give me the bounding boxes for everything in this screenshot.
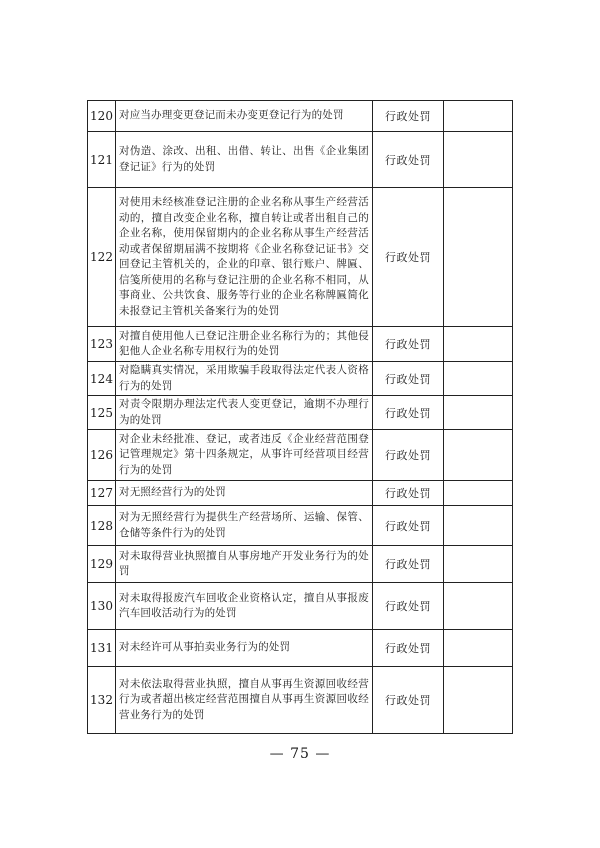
power-type: 行政处罚 (373, 506, 444, 546)
power-type: 行政处罚 (373, 362, 444, 396)
remarks-cell (444, 506, 513, 546)
remarks-cell (444, 430, 513, 481)
remarks-cell (444, 188, 513, 327)
power-type: 行政处罚 (373, 630, 444, 667)
power-item-name: 对未依法取得营业执照，擅自从事再生资源回收经营行为或者超出核定经营范围擅自从事再生资源回收经营业务行为的处罚 (116, 667, 373, 734)
remarks-cell (444, 327, 513, 362)
power-item-name: 对擅自使用他人已登记注册企业名称行为的；其他侵犯他人企业名称专用权行为的处罚 (116, 327, 373, 362)
power-type: 行政处罚 (373, 667, 444, 734)
power-type: 行政处罚 (373, 583, 444, 630)
power-type: 行政处罚 (373, 430, 444, 481)
remarks-cell (444, 101, 513, 132)
row-number: 122 (88, 188, 116, 327)
power-item-name: 对未取得报废汽车回收企业资格认定，擅自从事报废汽车回收活动行为的处罚 (116, 583, 373, 630)
row-number: 129 (88, 546, 116, 583)
table-row (88, 327, 513, 362)
power-type: 行政处罚 (373, 188, 444, 327)
row-number: 121 (88, 132, 116, 188)
table-row (88, 101, 513, 132)
remarks-cell (444, 362, 513, 396)
table-row (88, 546, 513, 583)
table-row (88, 481, 513, 506)
power-item-name: 对企业未经批准、登记，或者违反《企业经营范围登记管理规定》第十四条规定，从事许可经营项目经营行为的处罚 (116, 430, 373, 481)
table-row (88, 430, 513, 481)
power-item-name: 对隐瞒真实情况，采用欺骗手段取得法定代表人资格行为的处罚 (116, 362, 373, 396)
power-type: 行政处罚 (373, 546, 444, 583)
table-row (88, 188, 513, 327)
table-row (88, 132, 513, 188)
administrative-power-table (87, 100, 513, 734)
table-row (88, 630, 513, 667)
row-number: 126 (88, 430, 116, 481)
table-row (88, 362, 513, 396)
power-type: 行政处罚 (373, 396, 444, 430)
power-item-name: 对使用未经核准登记注册的企业名称从事生产经营活动的，擅自改变企业名称，擅自转让或者出租自己的企业名称，使用保留期内的企业名称从事生产经营活动或者保留期届满不按期将《企业名称登记证书》交回登记主管机关的，企业的印章、银行账户、牌匾、信笺所使用的名称与登记注册的企业名称不相同，从事商业、公共饮食、服务等行业的企业名称牌匾简化未报登记主管机关备案行为的处罚 (116, 188, 373, 327)
remarks-cell (444, 396, 513, 430)
power-item-name: 对为无照经营行为提供生产经营场所、运输、保管、仓储等条件行为的处罚 (116, 506, 373, 546)
row-number: 128 (88, 506, 116, 546)
power-item-name: 对伪造、涂改、出租、出借、转让、出售《企业集团登记证》行为的处罚 (116, 132, 373, 188)
power-item-name: 对未经许可从事拍卖业务行为的处罚 (116, 630, 373, 667)
table-row (88, 583, 513, 630)
row-number: 131 (88, 630, 116, 667)
power-type: 行政处罚 (373, 481, 444, 506)
row-number: 132 (88, 667, 116, 734)
row-number: 120 (88, 101, 116, 132)
row-number: 130 (88, 583, 116, 630)
remarks-cell (444, 630, 513, 667)
remarks-cell (444, 481, 513, 506)
power-type: 行政处罚 (373, 132, 444, 188)
power-item-name: 对无照经营行为的处罚 (116, 481, 373, 506)
power-list-table-container (87, 100, 513, 734)
row-number: 124 (88, 362, 116, 396)
remarks-cell (444, 583, 513, 630)
remarks-cell (444, 546, 513, 583)
power-type: 行政处罚 (373, 101, 444, 132)
table-row (88, 396, 513, 430)
power-item-name: 对责令限期办理法定代表人变更登记，逾期不办理行为的处罚 (116, 396, 373, 430)
table-row (88, 667, 513, 734)
remarks-cell (444, 132, 513, 188)
row-number: 125 (88, 396, 116, 430)
row-number: 127 (88, 481, 116, 506)
remarks-cell (444, 667, 513, 734)
row-number: 123 (88, 327, 116, 362)
power-item-name: 对未取得营业执照擅自从事房地产开发业务行为的处罚 (116, 546, 373, 583)
power-type: 行政处罚 (373, 327, 444, 362)
page-number: — 75 — (269, 746, 331, 762)
power-item-name: 对应当办理变更登记而未办变更登记行为的处罚 (116, 101, 373, 132)
table-row (88, 506, 513, 546)
